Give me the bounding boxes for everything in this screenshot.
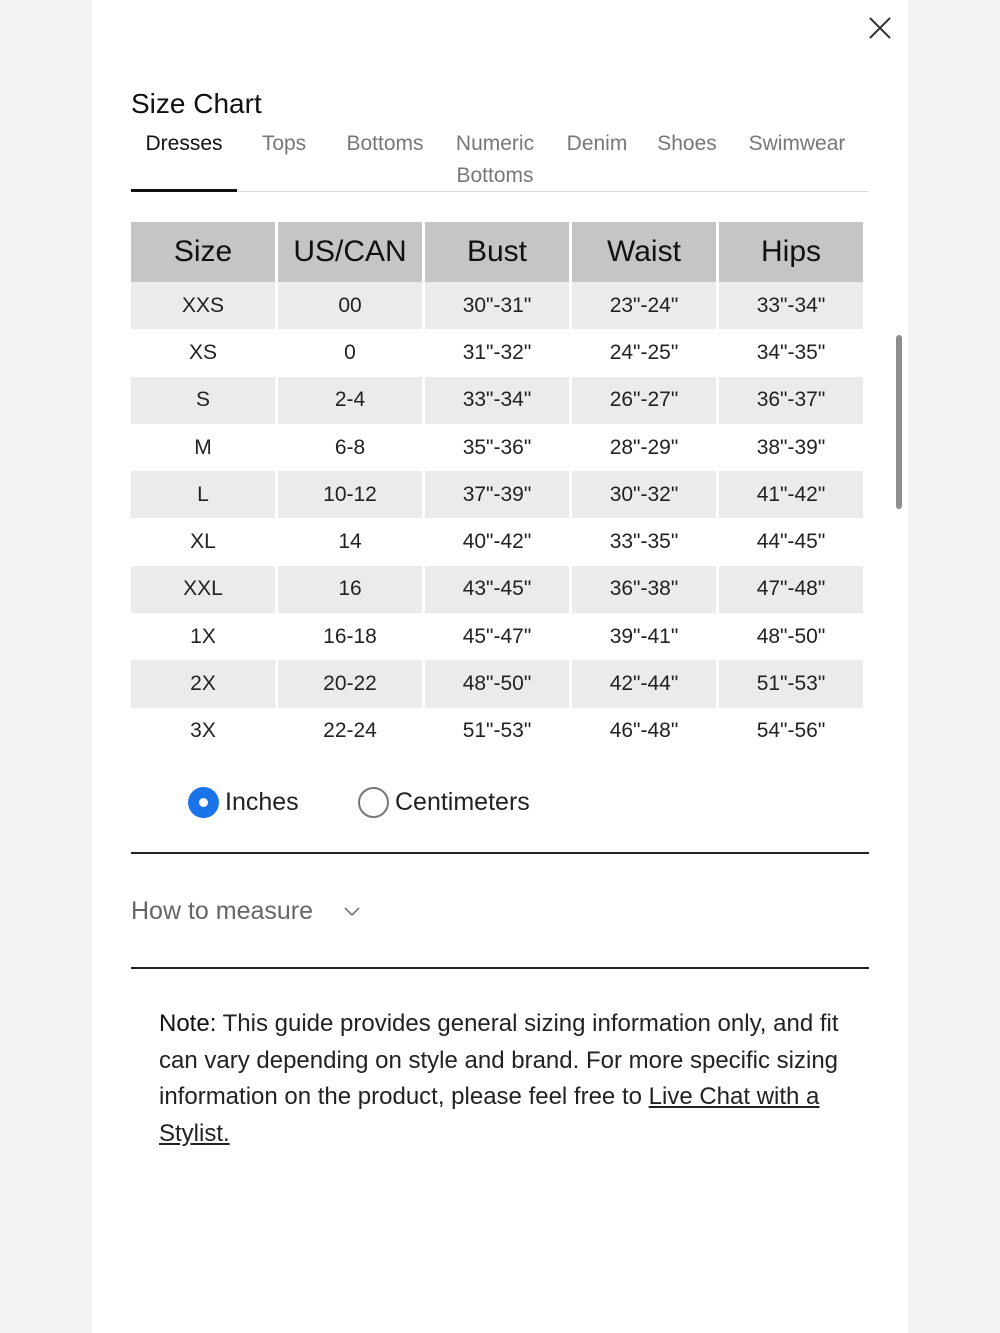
centimeters-label: Centimeters (395, 787, 530, 816)
tab-bottoms[interactable]: Bottoms (346, 132, 424, 155)
inches-radio[interactable] (188, 787, 219, 818)
table-row (131, 708, 863, 755)
table-body (131, 282, 863, 755)
sizing-note (159, 1006, 849, 1152)
cell-hips: 34"-35" (719, 329, 863, 376)
table-row (131, 377, 863, 424)
tab-denim[interactable]: Denim (566, 132, 628, 155)
column-header-waist: Waist (572, 222, 716, 282)
column-header-size: Size (131, 222, 275, 282)
modal-title: Size Chart (131, 88, 262, 119)
cell-us-can: 6-8 (278, 424, 422, 471)
table-row (131, 329, 863, 376)
chevron-down-icon (343, 905, 361, 917)
cell-us-can: 0 (278, 329, 422, 376)
divider-top (131, 852, 869, 854)
centimeters-radio[interactable] (358, 787, 389, 818)
cell-us-can: 16-18 (278, 613, 422, 660)
cell-waist: 46"-48" (572, 708, 716, 755)
cell-size: XS (131, 329, 275, 376)
cell-size: XXS (131, 282, 275, 329)
cell-hips: 47"-48" (719, 566, 863, 613)
table-row (131, 566, 863, 613)
cell-bust: 40"-42" (425, 518, 569, 565)
close-button[interactable] (860, 12, 900, 44)
how-to-measure-label: How to measure (131, 896, 314, 925)
cell-hips: 44"-45" (719, 518, 863, 565)
cell-size: L (131, 471, 275, 518)
cell-size: 1X (131, 613, 275, 660)
cell-hips: 33"-34" (719, 282, 863, 329)
cell-bust: 48"-50" (425, 660, 569, 707)
cell-size: XL (131, 518, 275, 565)
cell-bust: 45"-47" (425, 613, 569, 660)
unit-option-centimeters[interactable] (358, 784, 530, 820)
cell-waist: 39"-41" (572, 613, 716, 660)
cell-hips: 48"-50" (719, 613, 863, 660)
table-row (131, 282, 863, 329)
scrollbar[interactable] (896, 335, 902, 509)
inches-label: Inches (225, 787, 299, 816)
tab-shoes[interactable]: Shoes (657, 132, 717, 155)
column-header-us-can: US/CAN (278, 222, 422, 282)
unit-option-inches[interactable] (188, 784, 299, 820)
cell-bust: 37"-39" (425, 471, 569, 518)
cell-us-can: 10-12 (278, 471, 422, 518)
column-header-hips: Hips (719, 222, 863, 282)
cell-bust: 35"-36" (425, 424, 569, 471)
cell-us-can: 20-22 (278, 660, 422, 707)
table-row (131, 518, 863, 565)
cell-size: S (131, 377, 275, 424)
cell-waist: 42"-44" (572, 660, 716, 707)
cell-hips: 54"-56" (719, 708, 863, 755)
cell-size: M (131, 424, 275, 471)
cell-size: XXL (131, 566, 275, 613)
table-row (131, 471, 863, 518)
tab-swimwear[interactable]: Swimwear (748, 132, 846, 155)
close-icon (868, 16, 892, 40)
table-row (131, 424, 863, 471)
tab-numeric-bottoms[interactable]: Numeric Bottoms (455, 132, 535, 187)
cell-hips: 41"-42" (719, 471, 863, 518)
table-row (131, 660, 863, 707)
live-chat-link[interactable]: Live Chat with a Stylist. (159, 1083, 820, 1147)
tab-dresses[interactable]: Dresses (145, 132, 223, 155)
cell-size: 2X (131, 660, 275, 707)
cell-waist: 33"-35" (572, 518, 716, 565)
cell-us-can: 16 (278, 566, 422, 613)
cell-hips: 38"-39" (719, 424, 863, 471)
size-table (128, 222, 866, 755)
cell-hips: 36"-37" (719, 377, 863, 424)
how-to-measure-toggle[interactable] (131, 893, 361, 929)
cell-size: 3X (131, 708, 275, 755)
cell-us-can: 14 (278, 518, 422, 565)
cell-waist: 23"-24" (572, 282, 716, 329)
cell-bust: 33"-34" (425, 377, 569, 424)
cell-waist: 24"-25" (572, 329, 716, 376)
cell-hips: 51"-53" (719, 660, 863, 707)
table-header-row (131, 222, 863, 282)
cell-us-can: 2-4 (278, 377, 422, 424)
cell-waist: 36"-38" (572, 566, 716, 613)
cell-bust: 31"-32" (425, 329, 569, 376)
table-row (131, 613, 863, 660)
cell-waist: 30"-32" (572, 471, 716, 518)
cell-us-can: 00 (278, 282, 422, 329)
note-body: This guide provides general sizing information only, and fit can vary depending on style and brand. For more specific sizing information on the product, please feel free to (159, 1010, 839, 1110)
tab-tops[interactable]: Tops (261, 132, 307, 155)
column-header-bust: Bust (425, 222, 569, 282)
cell-us-can: 22-24 (278, 708, 422, 755)
cell-bust: 51"-53" (425, 708, 569, 755)
note-prefix: Note: (159, 1010, 217, 1037)
cell-waist: 28"-29" (572, 424, 716, 471)
cell-bust: 30"-31" (425, 282, 569, 329)
cell-waist: 26"-27" (572, 377, 716, 424)
cell-bust: 43"-45" (425, 566, 569, 613)
size-chart-modal (92, 0, 908, 1333)
category-tabs (131, 128, 869, 192)
active-tab-indicator (131, 189, 237, 192)
divider-bottom (131, 967, 869, 969)
